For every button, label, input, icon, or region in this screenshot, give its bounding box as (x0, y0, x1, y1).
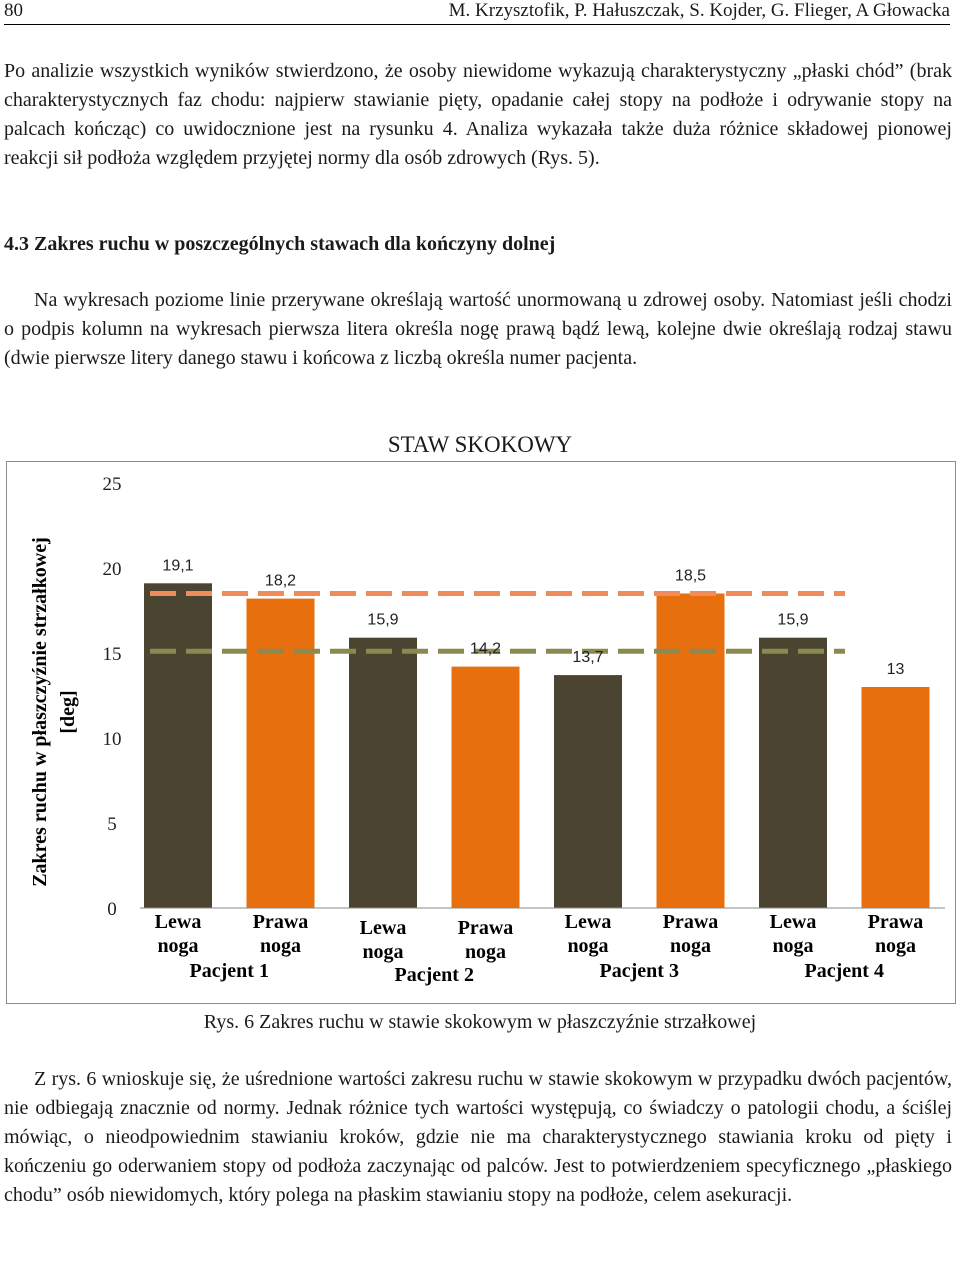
data-label: 19,1 (162, 557, 194, 575)
bar (452, 667, 520, 908)
data-label: 15,9 (777, 611, 809, 629)
category-label-side: Lewa (359, 917, 407, 939)
bar (144, 583, 212, 908)
bar (349, 638, 417, 908)
category-label-side: Prawa (457, 917, 514, 939)
group-label: Pacjent 2 (394, 964, 474, 986)
y-axis-title-unit: [deg] (57, 690, 79, 734)
bar (247, 599, 315, 908)
y-tick-label: 5 (107, 814, 117, 835)
group-label: Pacjent 1 (189, 960, 269, 982)
y-axis-title: Zakres ruchu w płaszczyźnie strzałkowej (29, 537, 51, 887)
paragraph-1: Po analizie wszystkich wyników stwierdzono, że osoby niewidome wykazują charakterystyczny „płaski chód” (brak charakterystycznych faz chodu: najpierw stawianie pięty, opadanie całej stopy na podłoże i odrywanie stopy na palcach kończąc) co uwidocznione jest na rysunku 4. Analiza wykazała także duża różnice składowej pionowej reakcji sił podłoża względem przyjętej normy dla osób zdrowych (Rys. 5). (4, 60, 952, 169)
page-number: 80 (4, 0, 23, 21)
y-tick-label: 15 (102, 644, 122, 665)
category-label-side: Prawa (662, 911, 719, 933)
data-label: 13,7 (572, 649, 604, 667)
group-label: Pacjent 3 (599, 960, 679, 982)
y-tick-label: 25 (102, 474, 122, 495)
group-label: Pacjent 4 (804, 960, 884, 982)
data-label: 14,2 (469, 640, 502, 658)
bar (657, 594, 725, 909)
category-label-leg: noga (567, 935, 609, 957)
category-label-side: Lewa (564, 911, 612, 933)
category-label-leg: noga (362, 941, 404, 963)
data-label: 13 (886, 661, 905, 678)
category-label-side: Prawa (867, 911, 924, 933)
category-label-side: Prawa (252, 911, 309, 933)
category-label-leg: noga (874, 935, 917, 957)
running-head-authors: M. Krzysztofik, P. Hałuszczak, S. Kojder, G. Flieger, A Głowacka (448, 0, 950, 21)
y-tick-label: 20 (102, 559, 122, 580)
category-label-side: Lewa (154, 911, 202, 933)
category-label-leg: noga (464, 941, 507, 963)
category-label-leg: noga (259, 935, 302, 957)
category-label-side: Lewa (769, 911, 817, 933)
section-heading: 4.3 Zakres ruchu w poszczególnych stawach dla kończyny dolnej (4, 233, 556, 255)
category-label-leg: noga (669, 935, 712, 957)
y-tick-label: 10 (102, 729, 122, 750)
chart-title: STAW SKOKOWY (387, 432, 573, 457)
paragraph-2: Na wykresach poziome linie przerywane określają wartość unormowaną u zdrowej osoby. Natomiast jeśli chodzi o podpis kolumn na wykresach pierwsza litera określa nogę prawą bądź lewą, kolejne dwie określają rodzaj stawu (dwie pierwsze litery danego stawu i końcowa z liczbą określa numer pacjenta. (4, 289, 952, 369)
category-label-leg: noga (157, 935, 199, 957)
category-label-leg: noga (772, 935, 814, 957)
bar (759, 638, 827, 908)
paragraph-3: Z rys. 6 wnioskuje się, że uśrednione wartości zakresu ruchu w stawie skokowym w przypadku dwóch pacjentów, nie odbiegają znacznie od normy. Jednak różnice tych wartości występują, co świadczy o patologii chodu, a ściślej mówiąc, o nieodpowiednim stawianiu kroków, gdzie nie ma charakterystycznego stawiania kroku od pięty i kończeniu go oderwaniem stopy od podłoża zaczynając od palców. Jest to potwierdzeniem specyficznego „płaskiego chodu” osób niewidomych, który polega na płaskim stawianiu stopy na podłoże, celem asekuracji. (4, 1068, 952, 1206)
figure-caption: Rys. 6 Zakres ruchu w stawie skokowym w płaszczyźnie strzałkowej (203, 1011, 757, 1033)
data-label: 15,9 (367, 611, 399, 629)
data-label: 18,5 (674, 567, 707, 585)
bar (554, 675, 622, 908)
data-label: 18,2 (264, 572, 297, 590)
bar (862, 687, 930, 908)
y-tick-label: 0 (107, 899, 117, 920)
